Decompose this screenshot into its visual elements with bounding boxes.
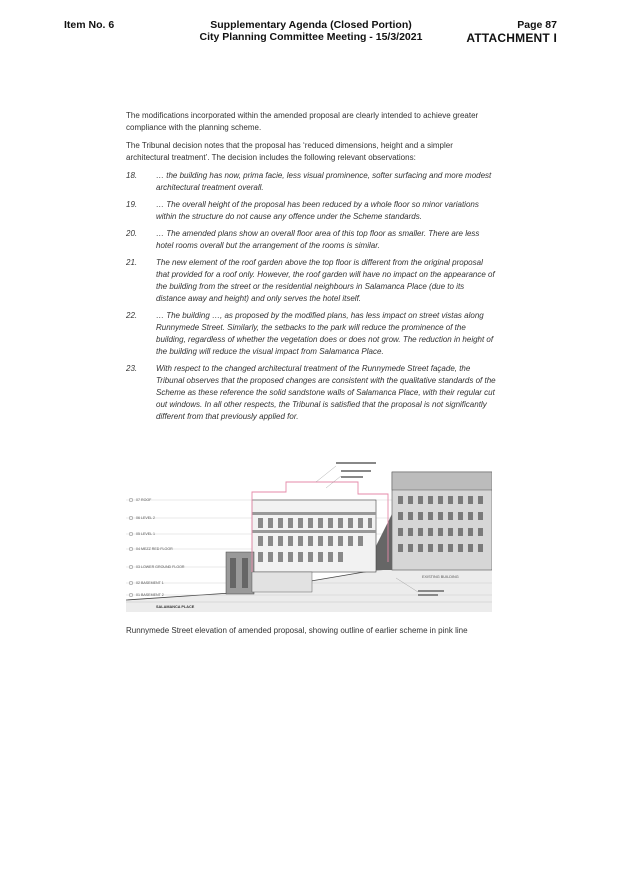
tribunal-paragraph: The Tribunal decision notes that the proposal has ‘reduced dimensions, height and a simpler architectural treatment’. The decision includes the following relevant observations: (126, 141, 453, 162)
attachment-label: ATTACHMENT I (466, 31, 557, 45)
page-number: Page 87 (517, 19, 557, 31)
observation-number: 20. (126, 229, 138, 238)
figure-caption: Runnymede Street elevation of amended proposal, showing outline of earlier scheme in pink line (126, 626, 468, 635)
observation-item (126, 170, 496, 194)
observation-item (126, 310, 496, 358)
title-line-1: Supplementary Agenda (Closed Portion) (210, 19, 412, 31)
observation-item (126, 363, 496, 423)
level-label: 01 BASEMENT 2 (136, 593, 164, 597)
observation-number: 18. (126, 171, 138, 180)
document-body (126, 110, 496, 428)
document-title (160, 19, 462, 43)
level-label: 05 LEVEL 1 (136, 532, 156, 536)
title-line-2: City Planning Committee Meeting - 15/3/2021 (199, 31, 423, 43)
street-label: SALAMANCA PLACE (156, 605, 195, 609)
level-label: 03 LOWER GROUND FLOOR (136, 565, 185, 569)
level-label: 07 ROOF (136, 498, 152, 502)
elevation-drawing (126, 452, 492, 612)
existing-building (392, 472, 492, 570)
item-number: Item No. 6 (64, 19, 115, 31)
level-markers (129, 498, 185, 597)
observation-number: 19. (126, 200, 138, 209)
elevation-svg (126, 452, 492, 612)
observation-text: … The overall height of the proposal has been reduced by a whole floor so minor variations within the structure do not cause any offence under the Scheme standards. (156, 200, 479, 221)
observation-item (126, 199, 496, 223)
existing-building-label: EXISTING BUILDING (422, 575, 459, 579)
observations-list (126, 170, 496, 423)
level-label: 04 MEZZ RED FLOOR (136, 547, 173, 551)
observation-text: … the building has now, prima facie, less visual prominence, softer surfacing and more modest architectural treatment overall. (156, 171, 492, 192)
level-label: 02 BASEMENT 1 (136, 581, 164, 585)
observation-number: 23. (126, 364, 138, 373)
observation-item (126, 257, 496, 305)
page-header (0, 0, 622, 48)
observation-text: … The amended plans show an overall floor area of this top floor as smaller. There are less hotel rooms overall but the arrangement of the rooms is similar. (156, 229, 480, 250)
observation-text: … The building …, as proposed by the modified plans, has less impact on street vistas along Runnymede Street. Similarly, the setbacks to the park will reduce the prominence of the building, regardless of whether the vegetation does or does not grow. The reduction in height of the building will reduce the visual impact from Salamanca Place. (156, 311, 494, 356)
observation-item (126, 228, 496, 252)
observation-text: With respect to the changed architectural treatment of the Runnymede Street façade, the Tribunal observes that the proposed changes are consistent with the qualitative standards of the Scheme as these reference the solid sandstone walls of Salamanca Place, with their regular cut out windows. In all other respects, the Tribunal is satisfied that the proposal is not significantly different from that previously applied for. (156, 364, 496, 421)
observation-number: 21. (126, 258, 138, 267)
intro-paragraph: The modifications incorporated within the amended proposal are clearly intended to achieve greater compliance with the planning scheme. (126, 111, 479, 132)
observation-number: 22. (126, 311, 138, 320)
level-label: 06 LEVEL 2 (136, 516, 156, 520)
observation-text: The new element of the roof garden above the top floor is different from the original proposal that provided for a roof only. However, the roof garden will have no impact on the appearance of the building from the street or the residential neighbours in Salamanca Place (due to its distance away and height) and only serves the hotel itself. (156, 258, 495, 303)
